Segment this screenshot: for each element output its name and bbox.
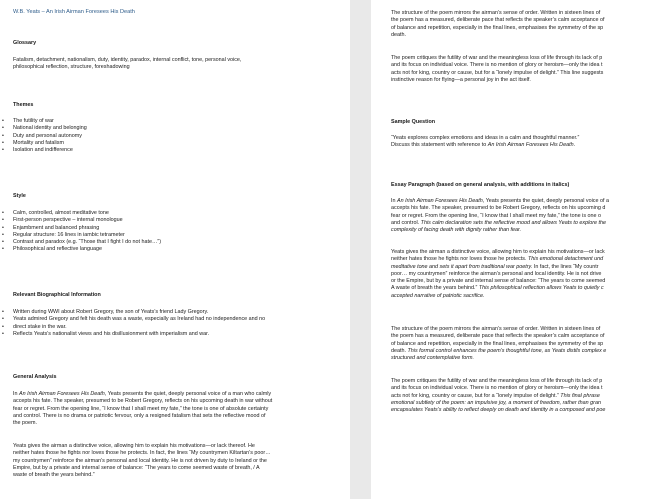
essay-heading: Essay Paragraph (based on general analysis, with additions in italics) [391,182,570,188]
poem-title: An Irish Airman Foresees His Death [487,142,574,149]
list-item: • Contrast and paradox (e.g. “Those that I fight I do not hate…”) [0,239,161,246]
glossary-line: philosophical reflection, structure, foreshadowing [13,64,130,71]
essay-line [391,393,665,400]
text-line: of balance and repetition, especially in the final lines, emphasises the symmetry of the sp [391,24,604,31]
analysis-paragraph-1 [13,391,343,427]
italic-span: meditative tone and sets it apart from traditional war poetry. [391,263,533,270]
text-span: In [391,198,397,204]
essay-paragraph-3 [391,326,665,362]
essay-line: Yeats gives the airman a distinctive voice, allowing him to explain his motivations—or lack [391,249,605,255]
essay-line [391,348,665,355]
analysis-line: accepts his fate. The speaker, presumed to be Robert Gregory, reflects on his upcoming death in war without [13,398,273,405]
list-item: • Mortality and fatalism [0,140,87,147]
text-span: , Yeats presents the quiet, deeply personal voice of a man who calmly [104,391,272,397]
analysis-paragraph-2 [13,443,343,479]
essay-line: or the Empire, but by a private and internal sense of balance: “The years to come seemed [391,278,606,285]
italic-span: This emotional detachment und [527,256,604,263]
text-line: the poem has a measured, deliberate pace that reflects the speaker’s calm acceptance of [391,17,605,24]
list-item: • Regular structure: 16 lines in iambic tetrameter [0,232,161,239]
page-gutter [350,0,371,499]
text-line: acts not for king, country or cause, but for a “lonely impulse of delight.” This line suggests [391,69,604,76]
italic-span: This philosophical reflection allows Yeats to quietly c [478,285,604,292]
list-item: • Calm, controlled, almost meditative tone [0,210,161,217]
essay-line [391,198,665,205]
analysis-line: my countrymen” reinforce the airman’s personal and local identity. He is not driven by duty to Ireland or the [13,457,267,464]
text-span: , Yeats presents the quiet, deeply personal voice of a [482,198,609,204]
bio-heading: Relevant Biographical Information [13,292,101,298]
essay-paragraph-4 [391,378,665,414]
analysis-line: neither hates those he fights nor loves those he protects. In fact, the lines “My countrymen Kiltartan’s poor… [13,450,271,457]
essay-line: complexity of facing death with dignity rather than fear. [391,227,522,234]
list-item: • Philosophical and reflective language [0,246,161,253]
essay-paragraph-1 [391,198,665,234]
analysis-line [13,391,343,398]
themes-heading: Themes [13,102,34,108]
essay-paragraph-2 [391,249,665,300]
italic-span: An Irish Airman Foresees His Death [19,391,105,397]
text-line: and its focus on individual voice. There is no mention of glory or heroism—only the idea t [391,62,603,69]
essay-line: encapsulates Yeats’s ability to reflect deeply on death and identity in a composed and poe [391,407,606,414]
essay-line: accepted narrative of patriotic sacrifice. [391,292,485,299]
list-item: • Reflects Yeats’s nationalist views and his disillusionment with imperialism and war. [0,331,265,338]
italic-span: This formal control enhances the poem’s thoughtful tone, as Yeats distils complex e [407,347,607,354]
themes-list [0,118,87,154]
list-item: • Written during WWI about Robert Gregory, the son of Yeats’s friend Lady Gregory. [0,309,265,316]
text-span: and control. [391,219,421,226]
essay-line [391,285,665,292]
text-line: The structure of the poem mirrors the airman’s sense of order. Written in sixteen lines of [391,10,601,16]
list-item: • The futility of war [0,118,87,125]
futility-paragraph [391,55,665,84]
text-span: death. [391,347,408,354]
essay-line: the poem has a measured, deliberate pace that reflects the speaker’s calm acceptance of [391,333,605,340]
sample-question-text [391,135,665,150]
text-span: A waste of breath the years behind.” [391,285,479,292]
document-page-2 [371,0,665,499]
sample-question-heading: Sample Question [391,119,436,125]
glossary-text [13,57,343,72]
italic-span: An Irish Airman Foresees His Death [397,198,483,204]
text-line: instinctive reason for flying—a personal joy in the act itself. [391,76,531,83]
list-item: • National identity and belonging [0,125,87,132]
essay-line [391,220,665,227]
italic-span: This final phrase [560,392,600,399]
glossary-line: Fatalism, detachment, nationalism, duty, identity, paradox, internal conflict, tone, personal voice, [13,57,242,63]
italic-span: This calm declaration sets the reflective mood and allows Yeats to explore the [420,219,607,226]
essay-line: structured and contemplative form. [391,355,474,362]
analysis-line: Empire, but by a private and internal sense of balance: “The years to come seemed waste of breath, / A [13,464,260,471]
essay-line: emotional subtlety of the poem: an impulsive joy, a moment of freedom, rather than gran [391,399,601,406]
text-span: acts not for king, country or cause, but for a “lonely impulse of delight.” [391,392,561,399]
essay-line [391,256,665,263]
text-span: In [13,391,19,397]
analysis-line: Yeats gives the airman a distinctive voice, allowing him to explain his motivations—or lack thereof. He [13,443,255,449]
analysis-line: and control. There is no drama or patriotic fervour, only a resigned fatalism that sets the reflective mood of [13,412,266,419]
text-line: The poem critiques the futility of war and the meaningless loss of life through its lack of p [391,55,603,61]
question-prefix: Discuss this statement with reference to [391,142,488,149]
glossary-heading: Glossary [13,40,37,46]
list-item: • Isolation and indifference [0,147,87,154]
essay-line: accepts his fate. The speaker, presumed to be Robert Gregory, reflects on his upcoming d [391,205,606,212]
analysis-heading: General Analysis [13,374,57,380]
question-line: “Yeats explores complex emotions and ideas in a calm and thoughtful manner.” [391,135,580,141]
style-list [0,210,161,254]
analysis-line: waste of breath the years behind.” [13,472,95,479]
structure-paragraph [391,10,665,39]
question-suffix: . [573,142,576,149]
list-item: • First-person perspective – internal monologue [0,217,161,224]
list-item: • Yeats admired Gregory and felt his death was a waste, especially as Ireland had no independence and no [0,316,265,323]
text-span: neither hates those he fights nor loves those he protects. [391,256,528,263]
essay-line: poor… my countrymen” reinforce the airman’s personal and local identity. He is not drive [391,270,602,277]
essay-line: and its focus on individual voice. There is no mention of glory or heroism—only the idea t [391,385,603,392]
essay-line: of balance and repetition, especially in the final lines, emphasises the symmetry of the sp [391,340,604,347]
text-line: death. [391,31,406,38]
analysis-line: fear or regret. From the opening line, “I know that I shall meet my fate,” the tone is one of absolute certainty [13,405,269,412]
essay-line: The structure of the poem mirrors the airman’s sense of order. Written in sixteen lines of [391,326,601,332]
document-title: W.B. Yeats – An Irish Airman Foresees His Death [13,9,135,15]
question-line [391,142,665,149]
bio-list [0,309,265,338]
analysis-line: the poem. [13,420,37,427]
text-span: In fact, the lines “My countr [532,263,599,270]
list-item: • Duty and personal autonomy [0,133,87,140]
list-item-continuation: • direct stake in the war. [0,324,265,331]
essay-line: fear or regret. From the opening line, “I know that I shall meet my fate,” the tone is one o [391,212,602,219]
essay-line [391,264,665,271]
essay-line: The poem critiques the futility of war and the meaningless loss of life through its lack of p [391,378,603,384]
list-item: • Enjambment and balanced phrasing [0,225,161,232]
style-heading: Style [13,193,26,199]
